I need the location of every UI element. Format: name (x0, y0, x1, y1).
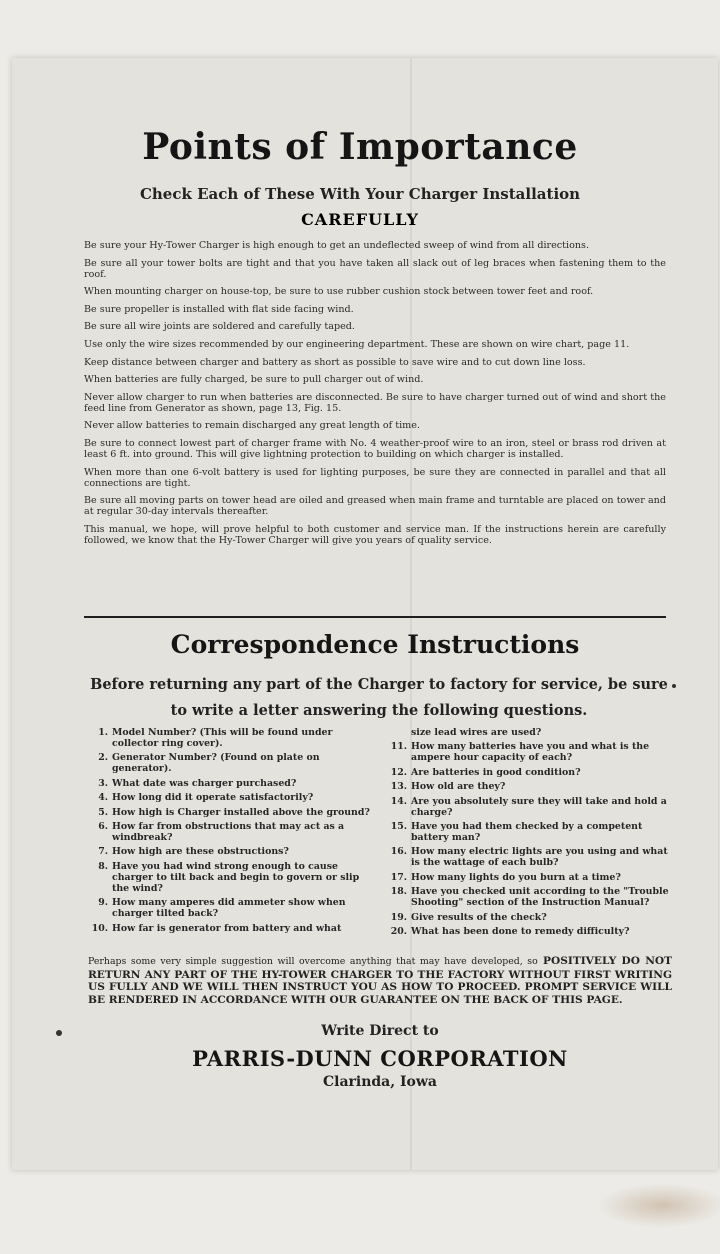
point-item: Be sure to connect lowest part of charger frame with No. 4 weather-proof wire to an iron, steel or brass rod driven at least 6 ft. into ground. This will give lightning protection to building on which charger is installed. (84, 437, 666, 460)
point-item: When more than one 6-volt battery is used for lighting purposes, be sure they are connected in parallel and that all connections are tight. (84, 466, 666, 489)
question-item (385, 926, 671, 937)
question-item (86, 807, 370, 818)
point-item: Be sure your Hy-Tower Charger is high enough to get an undeflected sweep of wind from all directions. (84, 240, 590, 251)
question-item (385, 781, 671, 792)
question-text: How old are they? (411, 781, 506, 793)
question-text: What date was charger purchased? (112, 777, 297, 789)
question-item (86, 792, 370, 803)
question-text: Are batteries in good condition? (411, 766, 581, 778)
question-item (86, 778, 370, 789)
question-text: Generator Number? (Found on plate on generator). (112, 752, 320, 775)
question-text: How far is generator from battery and what (112, 922, 342, 934)
question-text: Give results of the check? (411, 911, 547, 923)
question-number: 7. (98, 846, 108, 858)
question-number: 13. (390, 781, 407, 793)
question-item (86, 923, 370, 934)
ink-spot (56, 1030, 62, 1036)
question-text: How far from obstructions that may act as a windbreak? (112, 820, 345, 843)
question-text: Model Number? (This will be found under collector ring cover). (112, 727, 333, 749)
point-item: Be sure propeller is installed with flat side facing wind. (84, 303, 354, 315)
question-item (86, 727, 370, 749)
question-item (385, 886, 671, 908)
point-item: Be sure all your tower bolts are tight and that you have taken all slack out of leg braces when fastening them to the roof. (84, 257, 666, 280)
question-number: 18. (390, 886, 407, 898)
question-text: How high are these obstructions? (112, 846, 289, 858)
point-item: This manual, we hope, will prove helpful to both customer and service man. If the instructions herein are carefully followed, we know that the Hy-Tower Charger will give you years of quality service. (84, 523, 666, 546)
question-number: 5. (98, 806, 108, 818)
point-item: When mounting charger on house-top, be sure to use rubber cushion stock between tower feet and roof. (84, 286, 594, 298)
question-number: 9. (98, 897, 108, 909)
question-item (86, 821, 370, 843)
question-item (86, 752, 370, 774)
correspondence-title: Correspondence Instructions (170, 630, 580, 659)
question-number: 12. (390, 766, 407, 778)
page-title: Points of Importance (142, 126, 578, 168)
question-item (385, 846, 671, 868)
write-direct-label: Write Direct to (321, 1023, 439, 1039)
question-number: 3. (98, 777, 108, 789)
points-list (84, 240, 666, 552)
question-number: 2. (98, 752, 108, 764)
question-continuation: size lead wires are used? (411, 727, 542, 738)
questions-left-column (86, 727, 370, 937)
question-number: 4. (98, 792, 108, 804)
question-number: 8. (98, 860, 108, 872)
question-item (86, 846, 370, 857)
question-number: 17. (390, 871, 407, 883)
point-item: Never allow charger to run when batteries are disconnected. Be sure to have charger turned out of wind and short the feed line from Generator as shown, page 13, Fig. 15. (84, 391, 666, 414)
question-text: Are you absolutely sure they will take and hold a charge? (411, 795, 667, 818)
question-text: What has been done to remedy difficulty? (411, 925, 630, 937)
ink-spot (672, 684, 676, 688)
closing-body: POSITIVELY DO NOT RETURN ANY PART OF THE HY-TOWER CHARGER TO THE FACTORY WITHOUT FIRST WRITING US FULLY AND WE WILL THEN INSTRUCT YOU AS HOW TO PROCEED. PROMPT SERVICE WILL BE RENDERED IN ACCORDANCE WITH OUR GUARANTEE ON THE BACK OF THIS PAGE. (88, 955, 672, 1006)
closing-paragraph (88, 955, 672, 1006)
closing-intro: Perhaps some very simple suggestion will overcome anything that may have developed, so (88, 956, 538, 967)
section-divider (84, 616, 666, 618)
page-subtitle: Check Each of These With Your Charger Installation (139, 185, 581, 203)
question-number: 11. (390, 741, 407, 753)
question-number: 16. (390, 846, 407, 858)
question-text: Have you checked unit according to the "Trouble Shooting" section of the Instruction Manual? (411, 886, 669, 909)
correspondence-subtitle: Before returning any part of the Charger to factory for service, be sure to write a letter answering the following questions. (90, 676, 668, 719)
question-item (385, 796, 671, 818)
question-text: How high is Charger installed above the ground? (112, 806, 370, 818)
question-number: 6. (98, 820, 108, 832)
point-item: Be sure all moving parts on tower head are oiled and greased when main frame and turntable are placed on tower and at regular 30-day intervals thereafter. (84, 495, 666, 518)
question-text: How many electric lights are you using and what is the wattage of each bulb? (411, 846, 668, 869)
company-city: Clarinda, Iowa (322, 1074, 438, 1090)
question-number: 15. (390, 820, 407, 832)
questions-right-column (385, 727, 671, 940)
point-item: When batteries are fully charged, be sure to pull charger out of wind. (84, 374, 424, 386)
company-name: PARRIS-DUNN CORPORATION (192, 1046, 568, 1071)
question-text: How long did it operate satisfactorily? (112, 792, 314, 804)
question-item (385, 767, 671, 778)
point-item: Use only the wire sizes recommended by our engineering department. These are shown on wire chart, page 11. (84, 338, 630, 350)
point-item: Be sure all wire joints are soldered and carefully taped. (84, 321, 355, 333)
question-number: 14. (390, 795, 407, 807)
question-item (385, 872, 671, 883)
question-number: 10. (91, 922, 108, 934)
point-item: Keep distance between charger and battery as short as possible to save wire and to cut down line loss. (84, 356, 586, 368)
question-text: How many lights do you burn at a time? (411, 871, 621, 883)
question-text: How many batteries have you and what is the ampere hour capacity of each? (411, 741, 650, 764)
question-item (86, 861, 370, 894)
paper-stain (597, 1183, 720, 1228)
question-text: Have you had them checked by a competent battery man? (411, 820, 643, 843)
question-item (385, 741, 671, 763)
question-number: 1. (98, 727, 108, 738)
question-item (385, 821, 671, 843)
question-item (86, 897, 370, 919)
point-item: Never allow batteries to remain discharged any great length of time. (84, 420, 420, 432)
question-number: 19. (390, 911, 407, 923)
question-number: 20. (390, 925, 407, 937)
question-item (385, 912, 671, 923)
question-text: Have you had wind strong enough to cause charger to tilt back and begin to govern or slip the wind? (112, 860, 360, 894)
question-text: How many amperes did ammeter show when charger tilted back? (112, 897, 346, 920)
emphasis-text: CAREFULLY (301, 210, 419, 229)
